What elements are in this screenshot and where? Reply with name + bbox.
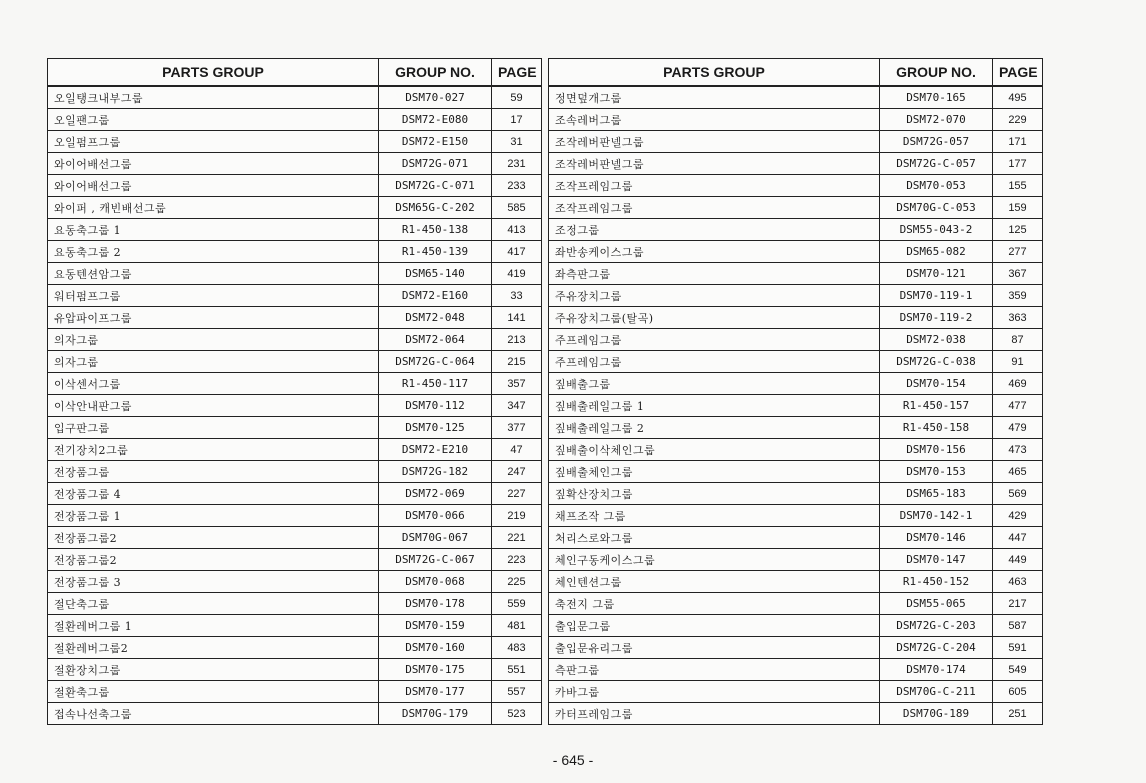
group-no-cell: DSM72G-C-203 xyxy=(880,615,993,637)
table-row xyxy=(549,549,1043,571)
group-no-cell: DSM70-175 xyxy=(379,659,492,681)
table-row xyxy=(48,527,542,549)
table-row xyxy=(48,109,542,131)
page-cell: 223 xyxy=(492,549,542,571)
parts-group-cell: 체인텐션그룹 xyxy=(549,571,880,593)
parts-group-cell: 짚배출그룹 xyxy=(549,373,880,395)
page-cell: 481 xyxy=(492,615,542,637)
table-row xyxy=(549,175,1043,197)
page-cell: 377 xyxy=(492,417,542,439)
group-no-cell: DSM72-E080 xyxy=(379,109,492,131)
table-row xyxy=(48,351,542,373)
group-no-cell: DSM70-066 xyxy=(379,505,492,527)
group-no-cell: DSM70-147 xyxy=(880,549,993,571)
parts-group-cell: 조작프레임그룹 xyxy=(549,175,880,197)
table-row xyxy=(48,285,542,307)
page-cell: 59 xyxy=(492,86,542,109)
parts-group-cell: 조정그룹 xyxy=(549,219,880,241)
page-cell: 155 xyxy=(993,175,1043,197)
parts-group-cell: 요동축그룹 1 xyxy=(48,219,379,241)
parts-table-left xyxy=(47,58,542,725)
table-row xyxy=(549,109,1043,131)
table-row xyxy=(549,659,1043,681)
group-no-cell: DSM65-183 xyxy=(880,483,993,505)
table-row xyxy=(549,461,1043,483)
page-cell: 585 xyxy=(492,197,542,219)
page-cell: 171 xyxy=(993,131,1043,153)
parts-group-cell: 주유장치그룹 xyxy=(549,285,880,307)
table-row xyxy=(549,571,1043,593)
parts-group-cell: 정면덮개그룹 xyxy=(549,86,880,109)
table-row xyxy=(48,197,542,219)
group-no-cell: DSM72-038 xyxy=(880,329,993,351)
group-no-cell: DSM70-177 xyxy=(379,681,492,703)
page-cell: 363 xyxy=(993,307,1043,329)
parts-group-cell: 절단축그룹 xyxy=(48,593,379,615)
parts-group-cell: 조속레버그룹 xyxy=(549,109,880,131)
group-no-cell: DSM70G-179 xyxy=(379,703,492,725)
header-parts-group: PARTS GROUP xyxy=(549,59,880,87)
table-row xyxy=(48,417,542,439)
group-no-cell: DSM70-153 xyxy=(880,461,993,483)
table-row xyxy=(48,593,542,615)
page-cell: 417 xyxy=(492,241,542,263)
group-no-cell: DSM72-E210 xyxy=(379,439,492,461)
page-cell: 225 xyxy=(492,571,542,593)
group-no-cell: DSM70G-067 xyxy=(379,527,492,549)
header-group-no: GROUP NO. xyxy=(379,59,492,87)
parts-group-cell: 전장품그룹 3 xyxy=(48,571,379,593)
page-cell: 219 xyxy=(492,505,542,527)
parts-group-cell: 조작레버판넬그룹 xyxy=(549,131,880,153)
page-cell: 463 xyxy=(993,571,1043,593)
parts-group-cell: 전장품그룹2 xyxy=(48,549,379,571)
parts-group-cell: 워터펌프그룹 xyxy=(48,285,379,307)
table-row xyxy=(549,241,1043,263)
parts-group-cell: 입구판그룹 xyxy=(48,417,379,439)
table-row xyxy=(549,197,1043,219)
group-no-cell: DSM70-068 xyxy=(379,571,492,593)
parts-group-cell: 짚배출레일그룹 1 xyxy=(549,395,880,417)
table-row xyxy=(549,329,1043,351)
page-cell: 591 xyxy=(993,637,1043,659)
group-no-cell: DSM72-E160 xyxy=(379,285,492,307)
group-no-cell: R1-450-152 xyxy=(880,571,993,593)
page-cell: 559 xyxy=(492,593,542,615)
page-cell: 247 xyxy=(492,461,542,483)
parts-group-cell: 오일팬그룹 xyxy=(48,109,379,131)
table-row xyxy=(549,417,1043,439)
table-row xyxy=(48,373,542,395)
group-no-cell: DSM55-043-2 xyxy=(880,219,993,241)
table-row xyxy=(549,637,1043,659)
group-no-cell: DSM72G-C-064 xyxy=(379,351,492,373)
page-cell: 419 xyxy=(492,263,542,285)
page-cell: 483 xyxy=(492,637,542,659)
group-no-cell: DSM65-082 xyxy=(880,241,993,263)
page-cell: 125 xyxy=(993,219,1043,241)
table-row xyxy=(48,153,542,175)
group-no-cell: R1-450-139 xyxy=(379,241,492,263)
group-no-cell: DSM72-069 xyxy=(379,483,492,505)
table-row xyxy=(48,615,542,637)
page-cell: 221 xyxy=(492,527,542,549)
page-cell: 477 xyxy=(993,395,1043,417)
parts-group-cell: 이삭안내판그룹 xyxy=(48,395,379,417)
group-no-cell: DSM72G-057 xyxy=(880,131,993,153)
table-row xyxy=(48,219,542,241)
page-cell: 551 xyxy=(492,659,542,681)
parts-group-cell: 유압파이프그룹 xyxy=(48,307,379,329)
parts-group-cell: 처리스로와그룹 xyxy=(549,527,880,549)
parts-group-cell: 체인구동케이스그룹 xyxy=(549,549,880,571)
group-no-cell: DSM70-112 xyxy=(379,395,492,417)
group-no-cell: R1-450-117 xyxy=(379,373,492,395)
group-no-cell: DSM70-053 xyxy=(880,175,993,197)
table-row xyxy=(48,86,542,109)
page-cell: 91 xyxy=(993,351,1043,373)
group-no-cell: DSM72-064 xyxy=(379,329,492,351)
group-no-cell: DSM72G-C-071 xyxy=(379,175,492,197)
group-no-cell: DSM72G-C-067 xyxy=(379,549,492,571)
parts-group-cell: 오일탱크내부그룹 xyxy=(48,86,379,109)
group-no-cell: DSM72G-182 xyxy=(379,461,492,483)
group-no-cell: DSM70-159 xyxy=(379,615,492,637)
table-row xyxy=(48,241,542,263)
parts-group-cell: 의자그룹 xyxy=(48,329,379,351)
parts-group-cell: 카터프레임그룹 xyxy=(549,703,880,725)
table-row xyxy=(549,351,1043,373)
page-cell: 233 xyxy=(492,175,542,197)
parts-group-cell: 출입문유리그룹 xyxy=(549,637,880,659)
page-cell: 141 xyxy=(492,307,542,329)
parts-group-cell: 와이퍼 , 캐빈배선그룹 xyxy=(48,197,379,219)
page-number: - 645 - xyxy=(552,752,594,768)
group-no-cell: DSM70-119-2 xyxy=(880,307,993,329)
parts-group-cell: 요동텐션암그룹 xyxy=(48,263,379,285)
parts-group-cell: 출입문그룹 xyxy=(549,615,880,637)
group-no-cell: DSM70G-C-053 xyxy=(880,197,993,219)
parts-group-cell: 짚배출레일그룹 2 xyxy=(549,417,880,439)
group-no-cell: DSM72G-C-057 xyxy=(880,153,993,175)
parts-group-cell: 채프조작 그룹 xyxy=(549,505,880,527)
group-no-cell: DSM70-119-1 xyxy=(880,285,993,307)
table-row xyxy=(48,681,542,703)
page-cell: 251 xyxy=(993,703,1043,725)
page-cell: 465 xyxy=(993,461,1043,483)
table-row xyxy=(48,307,542,329)
parts-group-cell: 짚배출체인그룹 xyxy=(549,461,880,483)
table-row xyxy=(48,637,542,659)
table-row xyxy=(549,439,1043,461)
page-cell: 17 xyxy=(492,109,542,131)
table-row xyxy=(549,263,1043,285)
header-row xyxy=(48,59,542,87)
page-cell: 33 xyxy=(492,285,542,307)
group-no-cell: DSM70G-C-211 xyxy=(880,681,993,703)
page-cell: 31 xyxy=(492,131,542,153)
table-row xyxy=(48,571,542,593)
page-cell: 213 xyxy=(492,329,542,351)
group-no-cell: DSM70-165 xyxy=(880,86,993,109)
page-cell: 159 xyxy=(993,197,1043,219)
page-cell: 523 xyxy=(492,703,542,725)
page-cell: 557 xyxy=(492,681,542,703)
group-no-cell: DSM70-154 xyxy=(880,373,993,395)
table-row xyxy=(549,527,1043,549)
parts-group-cell: 주프레임그룹 xyxy=(549,351,880,373)
group-no-cell: DSM72G-C-204 xyxy=(880,637,993,659)
group-no-cell: DSM72G-071 xyxy=(379,153,492,175)
group-no-cell: R1-450-157 xyxy=(880,395,993,417)
header-page: PAGE xyxy=(993,59,1043,87)
page-cell: 229 xyxy=(993,109,1043,131)
group-no-cell: DSM72-070 xyxy=(880,109,993,131)
table-row xyxy=(549,219,1043,241)
parts-group-cell: 오일펌프그룹 xyxy=(48,131,379,153)
page-cell: 569 xyxy=(993,483,1043,505)
group-no-cell: DSM70-156 xyxy=(880,439,993,461)
parts-group-cell: 축전지 그룹 xyxy=(549,593,880,615)
page-cell: 87 xyxy=(993,329,1043,351)
parts-group-cell: 전장품그룹 4 xyxy=(48,483,379,505)
parts-group-cell: 짚확산장치그룹 xyxy=(549,483,880,505)
page-cell: 469 xyxy=(993,373,1043,395)
page-cell: 495 xyxy=(993,86,1043,109)
parts-group-cell: 절환레버그룹 1 xyxy=(48,615,379,637)
table-row xyxy=(549,153,1043,175)
group-no-cell: DSM72G-C-038 xyxy=(880,351,993,373)
parts-group-cell: 이삭센서그룹 xyxy=(48,373,379,395)
group-no-cell: DSM72-E150 xyxy=(379,131,492,153)
parts-index xyxy=(47,58,1041,721)
page-cell: 217 xyxy=(993,593,1043,615)
table-row xyxy=(48,483,542,505)
parts-group-cell: 조작레버판넬그룹 xyxy=(549,153,880,175)
group-no-cell: R1-450-158 xyxy=(880,417,993,439)
table-row xyxy=(48,175,542,197)
table-row xyxy=(48,505,542,527)
parts-group-cell: 조작프레임그룹 xyxy=(549,197,880,219)
page-cell: 215 xyxy=(492,351,542,373)
parts-group-cell: 접속나선축그룹 xyxy=(48,703,379,725)
parts-group-cell: 전장품그룹2 xyxy=(48,527,379,549)
group-no-cell: DSM72-048 xyxy=(379,307,492,329)
group-no-cell: DSM70-160 xyxy=(379,637,492,659)
page-cell: 549 xyxy=(993,659,1043,681)
parts-group-cell: 짚배출이삭체인그룹 xyxy=(549,439,880,461)
group-no-cell: DSM70-027 xyxy=(379,86,492,109)
table-row xyxy=(549,505,1043,527)
group-no-cell: DSM70-125 xyxy=(379,417,492,439)
page-cell: 231 xyxy=(492,153,542,175)
table-row xyxy=(549,593,1043,615)
parts-group-cell: 와이어배선그룹 xyxy=(48,175,379,197)
table-row xyxy=(48,659,542,681)
page-cell: 587 xyxy=(993,615,1043,637)
parts-table-right xyxy=(548,58,1043,725)
parts-group-cell: 요동축그룹 2 xyxy=(48,241,379,263)
page-cell: 429 xyxy=(993,505,1043,527)
table-row xyxy=(48,461,542,483)
header-parts-group: PARTS GROUP xyxy=(48,59,379,87)
group-no-cell: DSM65-140 xyxy=(379,263,492,285)
parts-group-cell: 와이어배선그룹 xyxy=(48,153,379,175)
table-row xyxy=(549,483,1043,505)
header-group-no: GROUP NO. xyxy=(880,59,993,87)
page-cell: 277 xyxy=(993,241,1043,263)
group-no-cell: R1-450-138 xyxy=(379,219,492,241)
parts-group-cell: 전기장치2그룹 xyxy=(48,439,379,461)
table-row xyxy=(48,329,542,351)
table-row xyxy=(549,307,1043,329)
group-no-cell: DSM70-142-1 xyxy=(880,505,993,527)
parts-group-cell: 좌측판그룹 xyxy=(549,263,880,285)
group-no-cell: DSM55-065 xyxy=(880,593,993,615)
parts-group-cell: 카바그룹 xyxy=(549,681,880,703)
table-row xyxy=(48,549,542,571)
table-row xyxy=(549,285,1043,307)
parts-group-cell: 측판그룹 xyxy=(549,659,880,681)
parts-group-cell: 절환축그룹 xyxy=(48,681,379,703)
table-row xyxy=(549,131,1043,153)
page-cell: 357 xyxy=(492,373,542,395)
group-no-cell: DSM70G-189 xyxy=(880,703,993,725)
group-no-cell: DSM70-174 xyxy=(880,659,993,681)
table-row xyxy=(48,439,542,461)
header-row xyxy=(549,59,1043,87)
page-cell: 473 xyxy=(993,439,1043,461)
page-cell: 227 xyxy=(492,483,542,505)
parts-group-cell: 의자그룹 xyxy=(48,351,379,373)
page-cell: 47 xyxy=(492,439,542,461)
table-row xyxy=(549,681,1043,703)
group-no-cell: DSM65G-C-202 xyxy=(379,197,492,219)
group-no-cell: DSM70-146 xyxy=(880,527,993,549)
parts-group-cell: 전장품그룹 xyxy=(48,461,379,483)
table-row xyxy=(549,703,1043,725)
page-cell: 177 xyxy=(993,153,1043,175)
parts-group-cell: 좌반송케이스그룹 xyxy=(549,241,880,263)
page-cell: 479 xyxy=(993,417,1043,439)
parts-group-cell: 전장품그룹 1 xyxy=(48,505,379,527)
group-no-cell: DSM70-121 xyxy=(880,263,993,285)
page-cell: 359 xyxy=(993,285,1043,307)
page-cell: 447 xyxy=(993,527,1043,549)
parts-group-cell: 주프레임그룹 xyxy=(549,329,880,351)
page-cell: 347 xyxy=(492,395,542,417)
table-row xyxy=(549,395,1043,417)
parts-group-cell: 절환레버그룹2 xyxy=(48,637,379,659)
page-cell: 605 xyxy=(993,681,1043,703)
table-row xyxy=(48,395,542,417)
table-row xyxy=(549,373,1043,395)
page-cell: 367 xyxy=(993,263,1043,285)
table-row xyxy=(549,615,1043,637)
parts-group-cell: 주유장치그룹(탈곡) xyxy=(549,307,880,329)
table-row xyxy=(48,263,542,285)
page-cell: 449 xyxy=(993,549,1043,571)
table-row xyxy=(549,86,1043,109)
group-no-cell: DSM70-178 xyxy=(379,593,492,615)
page-cell: 413 xyxy=(492,219,542,241)
header-page: PAGE xyxy=(492,59,542,87)
parts-group-cell: 절환장치그룹 xyxy=(48,659,379,681)
table-row xyxy=(48,131,542,153)
table-row xyxy=(48,703,542,725)
